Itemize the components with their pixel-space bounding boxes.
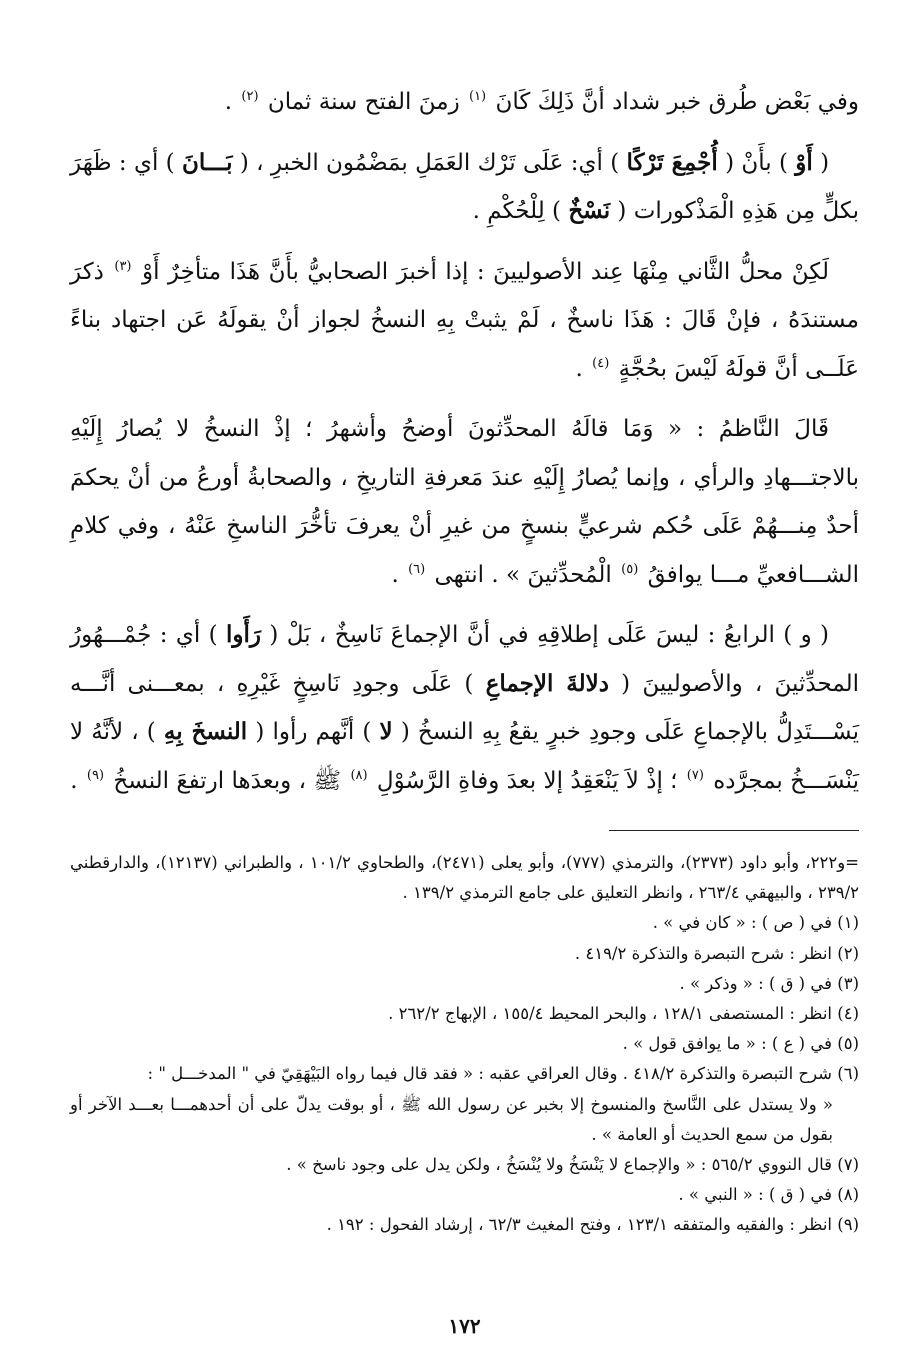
text-run: الْمُحدِّثينَ » . انتهى [434,561,612,588]
footnote-ref[interactable]: (٨) [350,767,368,783]
footnote-item [70,1180,859,1210]
footnote-number: (٦) [837,1064,859,1084]
text-run: ) بأَنْ ( [725,149,788,176]
paragraph-2 [70,139,859,236]
footnote-number: (٨) [837,1185,859,1205]
text-run: ) أي : جُمْـــهُورُ المحدِّثينَ ، والأصوليينَ ( [70,622,860,697]
text-run: ( و ) الرابعُ : ليسَ عَلَى إطلاقِهِ في أنَّ الإجماعَ نَاسِخٌ ، بَلْ ( [269,622,830,648]
footnote-text: انظر : شرح التبصرة والتذكرة ٤١٩/٢ . [574,943,832,963]
footnote-continuation: =و٢٢٢، وأبو داود (٢٣٧٣)، والترمذي (٧٧٧)، وأبو يعلى (٢٤٧١)، والطحاوي ١٠١/٢ ، والطبراني (١٢١٣٧)، والدارقطني ٢٣٩/٢ ، والبيهقي ٢٦٣/٤ ، وانظر التعليق على جامع الترمذي ١٣٩/٢ . [70,853,859,903]
matn-term: رَأَوا [225,621,261,648]
footnote-divider [609,830,859,831]
footnote-item [70,1029,859,1059]
footnote-item [70,1210,859,1240]
footnote-ref[interactable]: (٥) [621,561,639,577]
text-run: لَكِنْ محلُّ الثَّاني مِنْهَا عِند الأصوليينَ : إذا أخبرَ الصحابيُّ بأَنَّ هَذَا متأخِرٌ أَوْ [141,258,830,285]
paragraph-1 [70,78,859,127]
footnote-text: في ( ع ) : « ما يوافق قول » . [622,1034,832,1054]
salawat-glyph: ﷺ [313,767,342,794]
footnote-item [70,939,859,969]
footnotes [70,848,859,1241]
footnote-item [70,1059,859,1150]
matn-term: نَسْخٌ [568,197,611,224]
text-run: ( [820,149,830,176]
book-page [70,78,860,1338]
footnote-number: (٣) [837,973,859,993]
footnote-ref[interactable]: (٢) [241,89,259,105]
footnote-ref[interactable]: (٤) [592,355,610,371]
footnote-text: في ( ص ) : « كان في » . [652,913,832,933]
main-text [70,78,859,805]
footnote-item [70,999,859,1029]
footnote-subtext: « ولا يستدل على النَّاسخ والمنسوخ إلا بخبر عن رسول الله ﷺ ، أو بوقت يدلّ على أن أحدهمـــا بعـــد الآخر أو بقول من سمع الحديث أو العامة » . [70,1094,833,1144]
page-number: ١٧٢ [448,1314,481,1338]
footnote-number: (٥) [837,1034,859,1054]
matn-term: دلالةَ الإجماعِ [485,669,609,697]
footnote-number: (٢) [837,943,859,963]
text-run: . [575,355,583,382]
footnote-text: في ( ق ) : « وذكر » . [679,973,832,993]
matn-term: النسخَ بِهِ [163,718,248,745]
text-run: ) لِلْحُكْمِ . [472,198,562,224]
text-run: قَالَ النَّاظمُ : « وَمَا قالَهُ المحدِّثونَ أوضحُ وأشهرُ ؛ إذْ النسخُ لا يُصارُ إِلَيْهِ بالاجتـــهادِ والرأي ، وإنما يُصارُ إِلَيْهِ عندَ مَعرفةِ التاريخِ ، والصحابةُ أورعُ من أنْ يحكمَ أحدٌ مِنـــهُمْ عَلَى حُكم شرعيٍّ بنسخٍ من غيرِ أنْ يعرفَ تأخُّرَ الناسخِ عَنْهُ ، وفي كلامِ الشـــافعيِّ مـــا يوافقُ [70,416,859,588]
text-run: ذكرَ مستندَهُ ، فإنْ قَالَ : هَذَا ناسخٌ ، لَمْ يثبتْ بِهِ النسخُ لجواز أنْ يقولَهُ عَن اجتهاد بناءً عَلَــى أنَّ قولَهُ لَيْسَ بحُجَّةٍ [70,258,859,382]
text-run: وفي بَعْض طُرق خبر شداد أنَّ ذَلِكَ كَانَ [495,89,859,115]
footnote-number: (٤) [837,1004,859,1024]
footnote-text: قال النووي ٥٦٥/٢ : « والإجماع لا يَنْسَخُ ولا يُنْسَخُ ، ولكن يدل على وجود ناسخ » . [286,1155,832,1175]
paragraph-4 [70,405,859,599]
footnote-item [70,969,859,999]
text-run: ) عَلَى وجودِ نَاسِخٍ غَيْرِهِ ، بمعـــنى أنَّـــه يَسْـــتَدِلُّ بالإجماعِ عَلَى وجودِ خبرٍ يقعُ بِهِ النسخُ ( [70,670,860,745]
paragraph-3 [70,248,859,394]
footnote-item [70,908,859,938]
footnote-text: انظر : والفقيه والمتفقه ١٢٣/١ ، وفتح المغيث ٦٢/٣ ، إرشاد الفحول : ١٩٢ . [326,1215,832,1235]
footnote-number: (٧) [837,1155,859,1175]
paragraph-5 [70,611,859,805]
footnote-ref[interactable]: (٣) [114,258,132,274]
footnote-text: انظر : المستصفى ١٢٨/١ ، والبحر المحيط ١٥٥/٤ ، الإبهاج ٢٦٢/٢ . [388,1004,832,1024]
footnote-number: (١) [837,913,859,933]
text-run: ، وبعدَها ارتفعَ النسخُ [113,767,307,794]
text-run: ) ، لأنَّهُ لا يَنْسَـــخُ بمجرَّده [70,719,859,794]
text-run: ) أي : ظَهَرَ بكلٍّ مِن هَذِهِ الْمَذْكورات ( [70,149,859,224]
text-run: . [70,767,78,794]
matn-term: بَـــانَ [181,148,233,176]
footnote-ref[interactable]: (٩) [86,767,105,783]
footnote-text: في ( ق ) : « النبي » . [678,1185,832,1205]
footnote-ref[interactable]: (١) [468,89,487,105]
text-run: ) أي: عَلَى تَرْك العَمَلِ بمَضْمُون الخبرِ ، ( [239,149,620,176]
text-run: . [224,89,233,115]
footnote-ref[interactable]: (٦) [408,561,426,577]
matn-term: أُجْمِعَ تَرْكًا [626,148,718,176]
footnote-list [70,908,859,1240]
text-run: ) أنَّهم رأوا ( [255,719,372,745]
matn-term: لا [379,718,393,745]
footnote-number: (٩) [837,1215,859,1235]
footnote-ref[interactable]: (٧) [686,767,704,783]
text-run: زمنَ الفتح سنة ثمان [267,89,460,115]
footnote-item [70,1150,859,1180]
matn-term: أَوْ [795,148,813,176]
footnote-text: شرح التبصرة والتذكرة ٤١٨/٢ . وقال العراقي عقبه : « فقد قال فيما رواه البَيْهَقِيّ في " المدخـــل " : [147,1064,832,1084]
text-run: ؛ إذْ لاَ يَنْعَقِدُ إلا بعدَ وفاةِ الرَّسُوْلِ [376,767,678,794]
text-run: . [391,561,399,588]
